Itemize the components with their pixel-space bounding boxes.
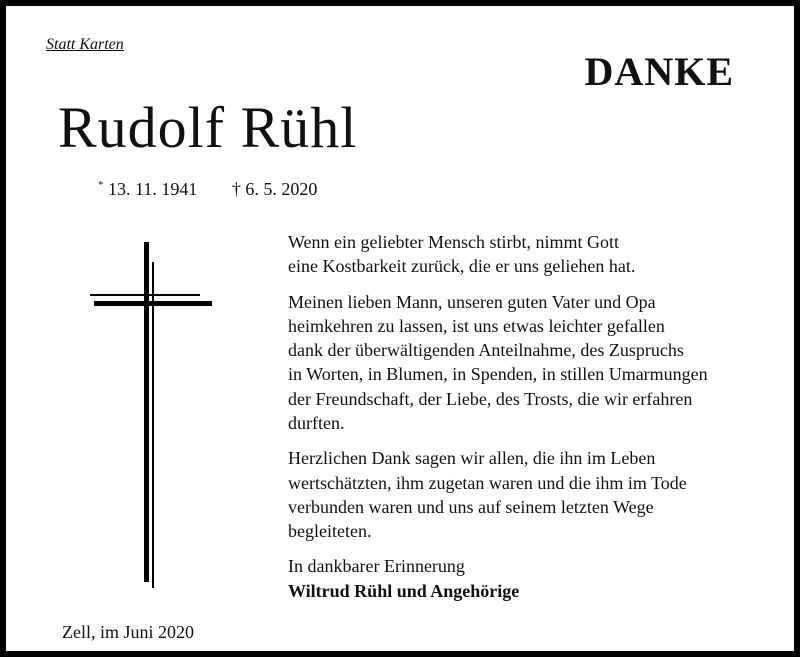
text-line: Meinen lieben Mann, unseren guten Vater und Opa xyxy=(288,291,656,312)
text-line: Wenn ein geliebter Mensch stirbt, nimmt Gott xyxy=(288,232,619,252)
text-line: Herzlichen Dank sagen wir allen, die ihn im Leben xyxy=(288,448,656,469)
text-line: verbunden waren und uns auf seinem letzten Wege xyxy=(288,496,654,517)
signature-block xyxy=(288,554,519,603)
memory-line: In dankbarer Erinnerung xyxy=(288,556,465,576)
cross-icon xyxy=(84,242,214,588)
death-date: 6. 5. 2020 xyxy=(245,179,318,199)
text-line: durften. xyxy=(288,413,345,434)
danke-heading: DANKE xyxy=(584,49,734,94)
family-signature: Wiltrud Rühl und Angehörige xyxy=(288,580,520,601)
birth-date: 13. 11. 1941 xyxy=(108,179,198,199)
death-symbol: † xyxy=(231,179,241,199)
place-date: Zell, im Juni 2020 xyxy=(62,622,194,642)
text-line: begleiteten. xyxy=(288,521,372,542)
thank-you-text xyxy=(288,230,788,555)
text-line: heimkehren zu lassen, ist uns etwas leichter gefallen xyxy=(288,315,665,336)
birth-symbol: * xyxy=(98,179,104,191)
paragraph-quote xyxy=(288,230,788,279)
text-line: dank der überwältigenden Anteilnahme, des Zuspruchs xyxy=(288,340,684,361)
cross-horizontal-thin-bar xyxy=(90,294,200,296)
paragraph-gratitude xyxy=(288,446,788,543)
statt-karten-label: Statt Karten xyxy=(46,36,124,53)
text-line: der Freundschaft, der Liebe, des Trosts, die wir erfahren xyxy=(288,388,693,409)
paragraph-thanks xyxy=(288,290,788,436)
text-line: eine Kostbarkeit zurück, die er uns geliehen hat. xyxy=(288,256,636,277)
cross-vertical-bar xyxy=(144,242,149,582)
life-dates xyxy=(98,179,317,200)
cross-vertical-thin-bar xyxy=(152,262,154,588)
text-line: wertschätzten, ihm zugetan waren und die ihm im Tode xyxy=(288,472,687,493)
text-line: in Worten, in Blumen, in Spenden, in stillen Umarmungen xyxy=(288,364,708,385)
cross-horizontal-bar xyxy=(94,301,212,306)
deceased-name: Rudolf Rühl xyxy=(58,95,358,160)
